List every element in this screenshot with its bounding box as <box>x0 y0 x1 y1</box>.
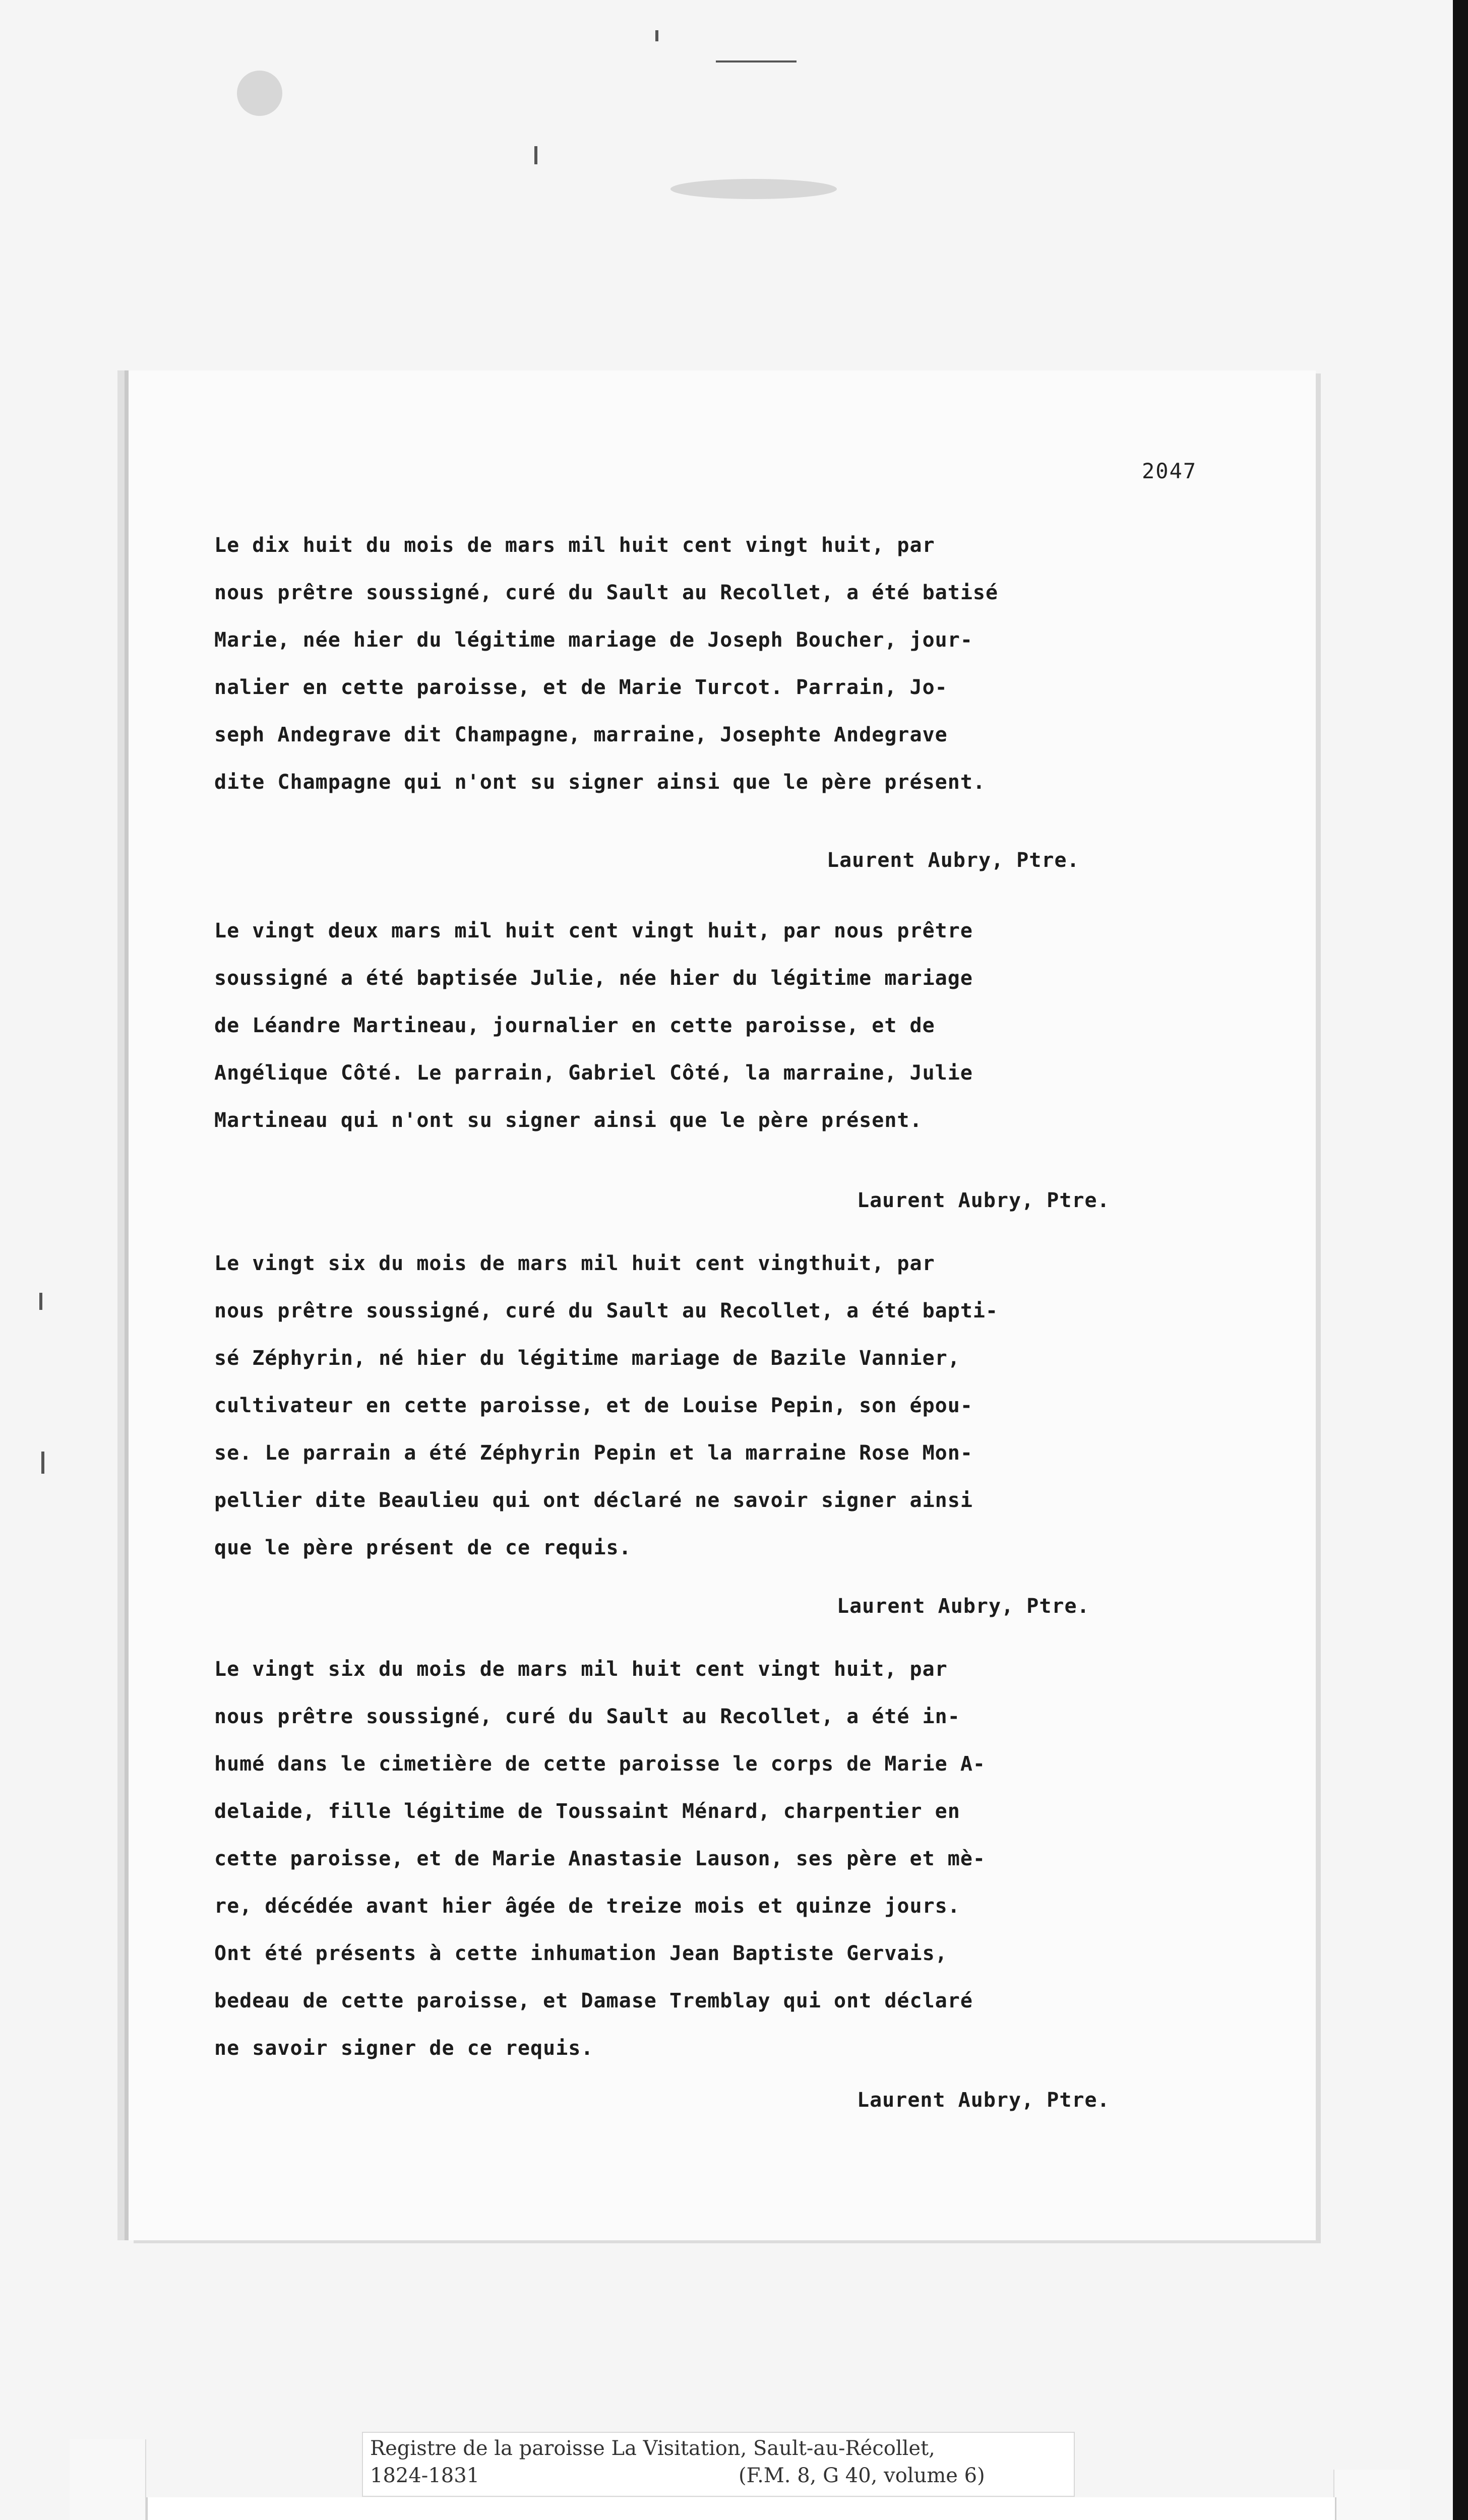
entry-line: Le vingt six du mois de mars mil huit cent vingthuit, par <box>214 1252 935 1275</box>
entry-line: ne savoir signer de ce requis. <box>214 2037 594 2060</box>
entry-line: nous prêtre soussigné, curé du Sault au Recollet, a été in- <box>214 1705 960 1728</box>
entry-line: Le dix huit du mois de mars mil huit cent vingt huit, par <box>214 534 935 557</box>
entry-line: humé dans le cimetière de cette paroisse le corps de Marie A- <box>214 1752 986 1776</box>
film-edge-right <box>1453 0 1468 2520</box>
entry-line: Ont été présents à cette inhumation Jean Baptiste Gervais, <box>214 1942 948 1965</box>
film-mark <box>534 146 537 164</box>
entry-line: re, décédée avant hier âgée de treize mois et quinze jours. <box>214 1895 960 1918</box>
priest-signature: Laurent Aubry, Ptre. <box>837 1595 1090 1618</box>
film-mark <box>41 1452 44 1474</box>
film-mark <box>655 30 658 41</box>
entry-line: cultivateur en cette paroisse, et de Louise Pepin, son épou- <box>214 1394 973 1417</box>
entry-line: nalier en cette paroisse, et de Marie Turcot. Parrain, Jo- <box>214 676 948 699</box>
film-mark <box>716 60 797 62</box>
register-entry <box>214 1240 1172 1571</box>
entry-line: Le vingt deux mars mil huit cent vingt huit, par nous prêtre <box>214 919 973 942</box>
entry-line: cette paroisse, et de Marie Anastasie Lauson, ses père et mè- <box>214 1847 986 1870</box>
film-mark <box>39 1293 42 1310</box>
entry-line: Le vingt six du mois de mars mil huit cent vingt huit, par <box>214 1658 948 1681</box>
entry-line: soussigné a été baptisée Julie, née hier du légitime mariage <box>214 967 973 990</box>
catalog-label-years: 1824-1831 <box>370 2464 480 2487</box>
entry-line: Martineau qui n'ont su signer ainsi que le père présent. <box>214 1109 923 1132</box>
register-entry <box>214 1646 1172 2072</box>
entry-line: que le père présent de ce requis. <box>214 1536 632 1559</box>
paper-strip-right <box>1333 2470 1410 2520</box>
entry-line: delaide, fille légitime de Toussaint Ménard, charpentier en <box>214 1800 960 1823</box>
entry-line: Angélique Côté. Le parrain, Gabriel Côté, la marraine, Julie <box>214 1061 973 1085</box>
register-entry <box>214 522 1172 806</box>
entry-line: nous prêtre soussigné, curé du Sault au Recollet, a été bapti- <box>214 1299 999 1322</box>
entry-line: se. Le parrain a été Zéphyrin Pepin et la marraine Rose Mon- <box>214 1441 973 1465</box>
entry-line: bedeau de cette paroisse, et Damase Tremblay qui ont déclaré <box>214 1989 973 2012</box>
priest-signature: Laurent Aubry, Ptre. <box>827 849 1080 872</box>
register-entry <box>214 907 1172 1144</box>
film-smudge <box>670 179 837 199</box>
priest-signature: Laurent Aubry, Ptre. <box>857 2089 1110 2112</box>
page-number: 2047 <box>1142 459 1197 483</box>
entry-line: Marie, née hier du légitime mariage de Joseph Boucher, jour- <box>214 628 973 652</box>
entry-line: seph Andegrave dit Champagne, marraine, Josephte Andegrave <box>214 723 948 746</box>
paper-strip-left <box>70 2439 146 2520</box>
entry-line: dite Champagne qui n'ont su signer ainsi que le père présent. <box>214 771 986 794</box>
entry-line: nous prêtre soussigné, curé du Sault au Recollet, a été batisé <box>214 581 999 604</box>
priest-signature: Laurent Aubry, Ptre. <box>857 1189 1110 1212</box>
entry-line: pellier dite Beaulieu qui ont déclaré ne savoir signer ainsi <box>214 1489 973 1512</box>
catalog-label <box>362 2432 1075 2497</box>
catalog-label-line-1: Registre de la paroisse La Visitation, Sault-au-Récollet, <box>370 2437 935 2460</box>
film-smudge <box>237 71 282 116</box>
entry-line: sé Zéphyrin, né hier du légitime mariage de Bazile Vannier, <box>214 1347 960 1370</box>
entry-line: de Léandre Martineau, journalier en cette paroisse, et de <box>214 1014 935 1037</box>
archives-stamp <box>146 2497 1336 2520</box>
catalog-label-reference: (F.M. 8, G 40, volume 6) <box>739 2464 985 2487</box>
